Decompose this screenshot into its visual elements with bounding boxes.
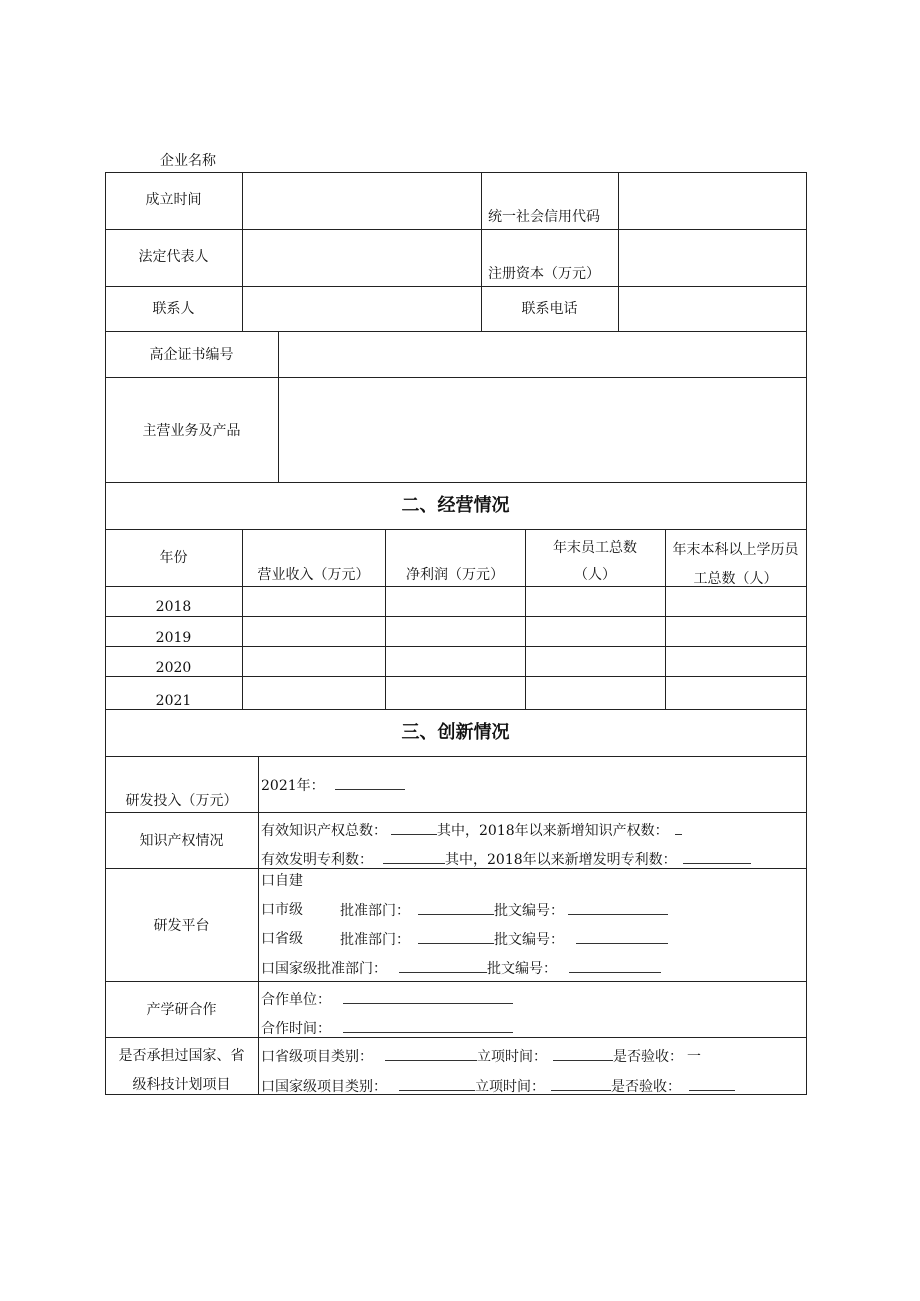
patent-new-label: 其中，2018年以来新增发明专利数： — [445, 852, 677, 868]
table-border-right — [806, 172, 807, 1095]
year-row-2018: 2018 — [155, 599, 192, 615]
credit-code-input[interactable] — [619, 173, 805, 228]
city-approve-dept-blank[interactable] — [418, 901, 494, 915]
ip-total-blank[interactable] — [391, 821, 437, 835]
operations-data-cells[interactable] — [243, 587, 806, 709]
prov-project-accepted-mark[interactable]: 一 — [687, 1049, 701, 1065]
rd-year-field[interactable] — [261, 776, 405, 795]
project-label-line1: 是否承担过国家、省 — [118, 1048, 245, 1064]
company-name-label: 企业名称 — [160, 153, 216, 169]
platform-national-row — [261, 959, 661, 978]
year-row-2021: 2021 — [155, 693, 192, 709]
platform-national-check[interactable]: 口国家级 — [261, 961, 317, 977]
patent-new-blank[interactable] — [683, 850, 751, 864]
city-approve-dept-label: 批准部门： — [340, 903, 410, 919]
patent-total-label: 有效发明专利数： — [261, 852, 373, 868]
national-doc-no-blank[interactable] — [569, 959, 661, 973]
city-doc-no-label: 批文编号： — [494, 903, 564, 919]
province-doc-no-blank[interactable] — [576, 930, 668, 944]
legal-rep-label: 法定代表人 — [138, 249, 209, 265]
year-row-2020: 2020 — [155, 660, 192, 676]
patent-total-blank[interactable] — [383, 850, 445, 864]
platform-city-row — [261, 901, 303, 919]
platform-label: 研发平台 — [153, 918, 210, 934]
coop-unit-label: 合作单位： — [261, 992, 331, 1008]
platform-province-row — [261, 930, 303, 948]
coop-label: 产学研合作 — [146, 1002, 217, 1018]
project-label-line2: 级科技计划项目 — [132, 1077, 231, 1093]
legal-rep-input[interactable] — [243, 230, 480, 285]
platform-self-built[interactable]: 口自建 — [261, 873, 303, 889]
header-profit: 净利润（万元） — [406, 567, 504, 583]
contact-input[interactable] — [243, 287, 480, 330]
rd-label: 研发投入（万元） — [125, 793, 238, 809]
header-grad-line2: 工总数（人） — [693, 571, 778, 587]
year-row-2019: 2019 — [155, 630, 192, 646]
platform-city-fields — [340, 901, 668, 920]
header-staff-line2: （人） — [574, 567, 616, 583]
ip-total-label: 有效知识产权总数： — [261, 823, 387, 839]
prov-project-time-label: 立项时间： — [477, 1049, 547, 1065]
coop-unit-row — [261, 990, 513, 1009]
ip-new-label: 其中，2018年以来新增知识产权数： — [437, 823, 669, 839]
coop-time-row — [261, 1019, 513, 1038]
section2-title: 二、经营情况 — [401, 495, 510, 516]
prov-project-check[interactable]: 口省级项目类别： — [261, 1049, 373, 1065]
platform-province-check[interactable]: 口省级 — [261, 931, 303, 947]
platform-province-fields — [340, 930, 668, 949]
province-approve-dept-blank[interactable] — [418, 930, 494, 944]
nat-project-time-label: 立项时间： — [475, 1079, 545, 1095]
ip-label: 知识产权情况 — [139, 833, 224, 849]
platform-city-check[interactable]: 口市级 — [261, 902, 303, 918]
header-year: 年份 — [159, 550, 188, 566]
phone-input[interactable] — [619, 287, 805, 330]
coop-unit-blank[interactable] — [343, 990, 513, 1004]
header-staff-line1: 年末员工总数 — [553, 540, 637, 556]
reg-capital-label: 注册资本（万元） — [488, 266, 600, 282]
prov-project-row — [261, 1047, 701, 1066]
prov-project-accepted-label: 是否验收： — [613, 1049, 683, 1065]
province-approve-dept-label: 批准部门： — [340, 932, 410, 948]
ip-row-2 — [261, 850, 751, 869]
established-input[interactable] — [243, 173, 480, 228]
national-approve-dept-label: 批准部门： — [317, 961, 387, 977]
rd-year-label: 2021年： — [261, 778, 325, 794]
nat-project-accepted-label: 是否验收： — [611, 1079, 681, 1095]
header-revenue: 营业收入（万元） — [257, 567, 370, 583]
nat-project-check[interactable]: 口国家级项目类别： — [261, 1079, 387, 1095]
cert-input[interactable] — [279, 332, 805, 376]
province-doc-no-label: 批文编号： — [494, 932, 564, 948]
contact-label: 联系人 — [152, 301, 195, 317]
business-label: 主营业务及产品 — [142, 423, 241, 439]
prov-project-time-blank[interactable] — [553, 1047, 613, 1061]
header-grad-line1: 年末本科以上学历员 — [672, 542, 799, 558]
nat-project-type-blank[interactable] — [399, 1077, 475, 1091]
coop-time-blank[interactable] — [343, 1019, 513, 1033]
section3-title: 三、创新情况 — [401, 722, 510, 743]
credit-code-label: 统一社会信用代码 — [488, 209, 600, 225]
phone-label: 联系电话 — [521, 301, 578, 317]
ip-row-1 — [261, 821, 682, 840]
prov-project-type-blank[interactable] — [385, 1047, 477, 1061]
established-label: 成立时间 — [145, 192, 202, 208]
rd-amount-blank[interactable] — [335, 776, 405, 790]
business-input[interactable] — [279, 378, 805, 481]
nat-project-row — [261, 1077, 735, 1096]
reg-capital-input[interactable] — [619, 230, 805, 285]
city-doc-no-blank[interactable] — [568, 901, 668, 915]
nat-project-accepted-blank[interactable] — [689, 1077, 735, 1091]
national-doc-no-label: 批文编号： — [487, 961, 557, 977]
coop-time-label: 合作时间： — [261, 1021, 331, 1037]
cert-label: 高企证书编号 — [149, 347, 234, 363]
ip-new-blank[interactable] — [675, 821, 682, 835]
national-approve-dept-blank[interactable] — [399, 959, 487, 973]
nat-project-time-blank[interactable] — [551, 1077, 611, 1091]
